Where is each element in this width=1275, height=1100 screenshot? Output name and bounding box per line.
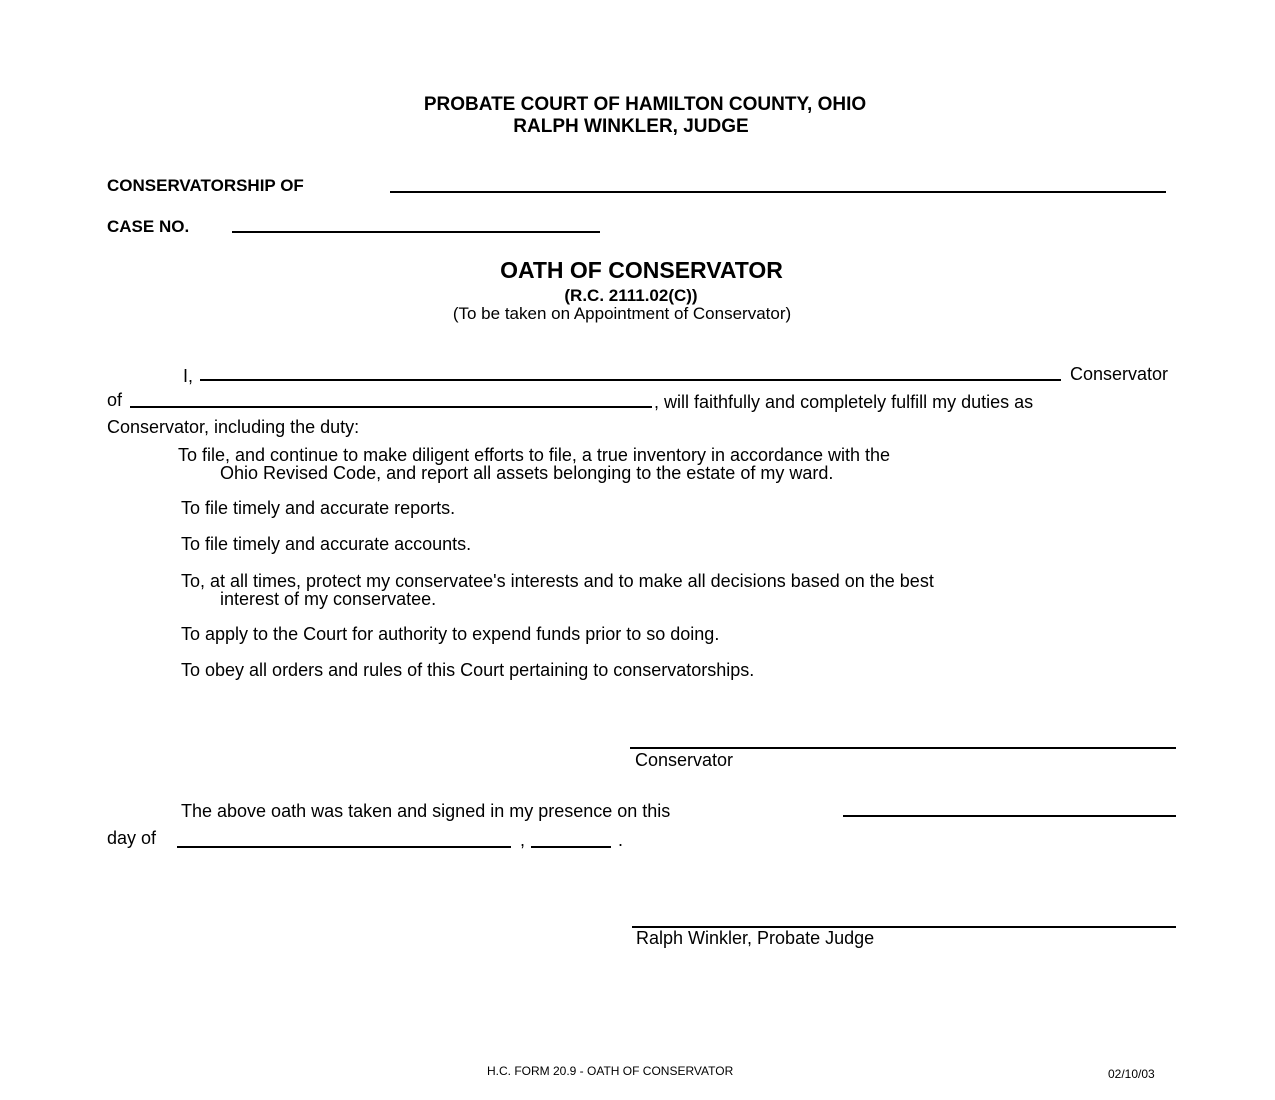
- of-label: of: [107, 390, 123, 410]
- conservatee-name-field[interactable]: [130, 406, 652, 408]
- duty-intro: Conservator, including the duty:: [107, 417, 360, 437]
- conservator-word: Conservator: [1070, 364, 1169, 384]
- case-no-label: CASE NO.: [107, 217, 190, 236]
- presence-text: The above oath was taken and signed in my presence on this: [181, 801, 671, 821]
- conservatorship-label: CONSERVATORSHIP OF: [107, 176, 304, 195]
- case-no-field[interactable]: [232, 231, 600, 233]
- conservator-name-field[interactable]: [200, 379, 1061, 381]
- year-field[interactable]: [531, 846, 611, 848]
- period-mark: .: [618, 830, 624, 850]
- duty-reports: To file timely and accurate reports.: [181, 498, 456, 518]
- day-of-label: day of: [107, 828, 157, 848]
- comma-separator: ,: [520, 830, 526, 850]
- conservator-signature-line[interactable]: [630, 747, 1176, 749]
- court-title: PROBATE COURT OF HAMILTON COUNTY, OHIO: [423, 94, 867, 115]
- form-date: 02/10/03: [1108, 1067, 1155, 1081]
- month-field[interactable]: [177, 846, 511, 848]
- form-title: OATH OF CONSERVATOR: [500, 257, 783, 283]
- duty-accounts: To file timely and accurate accounts.: [181, 534, 472, 554]
- i-label: I,: [183, 366, 194, 386]
- duty-inventory-cont: Ohio Revised Code, and report all assets belonging to the estate of my ward.: [220, 463, 834, 483]
- duty-obey: To obey all orders and rules of this Court pertaining to conservatorships.: [181, 660, 755, 680]
- statute-reference: (R.C. 2111.02(C)): [564, 286, 698, 305]
- duty-funds: To apply to the Court for authority to expend funds prior to so doing.: [181, 624, 720, 644]
- duty-interests: To, at all times, protect my conservatee's interests and to make all decisions based on the best: [181, 571, 934, 591]
- duty-interests-cont: interest of my conservatee.: [220, 589, 437, 609]
- fulfill-text: , will faithfully and completely fulfill my duties as: [654, 392, 1034, 412]
- form-number: H.C. FORM 20.9 - OATH OF CONSERVATOR: [487, 1064, 734, 1078]
- title-note: (To be taken on Appointment of Conservator): [452, 304, 792, 323]
- duty-inventory: To file, and continue to make diligent efforts to file, a true inventory in accordance with the: [178, 445, 891, 465]
- conservatorship-field[interactable]: [390, 191, 1166, 193]
- judge-signature-label: Ralph Winkler, Probate Judge: [636, 928, 875, 948]
- conservator-signature-label: Conservator: [635, 750, 734, 770]
- judge-title: RALPH WINKLER, JUDGE: [513, 116, 749, 137]
- day-field[interactable]: [843, 815, 1176, 817]
